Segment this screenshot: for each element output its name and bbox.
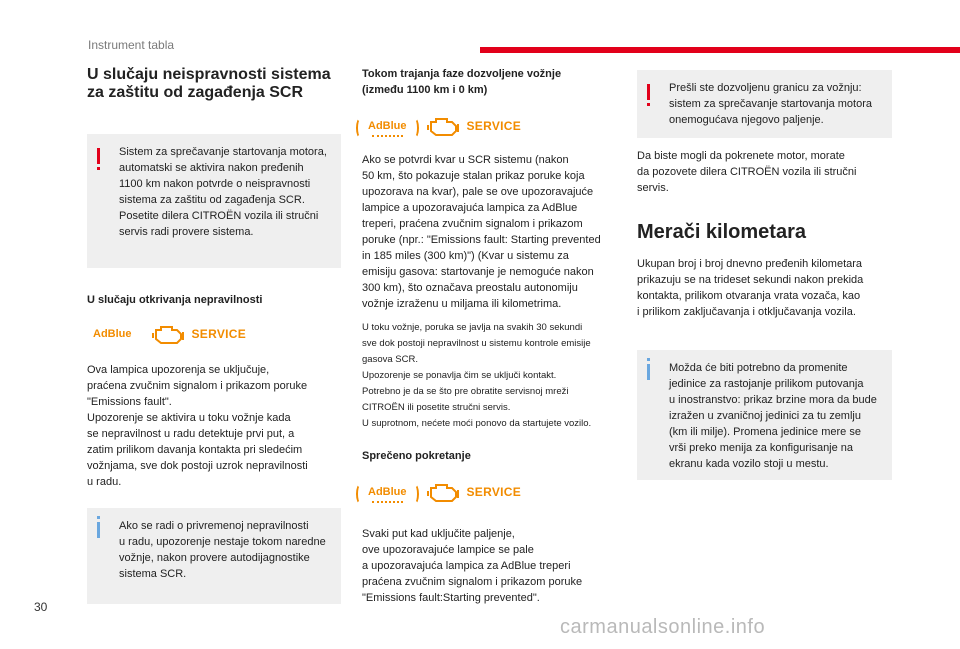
- warning-lamps-row: [87, 320, 341, 348]
- start-prevented-subheading: Sprečeno pokretanje: [362, 450, 471, 462]
- column-2: [362, 66, 618, 606]
- warning-text: Sistem za sprečavanje startovanja motora, automatski se aktivira nakon pređenih 1100 km nakon potvrde o neispravnosti sistema za zaštitu od zagađenja SCR. Posetite dilera CITROËN vozila ili stručni servis radi provere sistema.: [119, 146, 327, 238]
- column-3: [637, 66, 892, 480]
- warning-icon: [97, 148, 100, 164]
- watermark: carmanualsonline.info: [560, 616, 766, 638]
- odometer-body: Ukupan broj i broj dnevno pređenih kilometara prikazuju se na trideset sekundi nakon prekida kontakta, prilikom otvaranja vrata vozača, kao i prilikom zaključavanja i otključavanja vozila.: [637, 258, 864, 318]
- allowed-driving-heading: Tokom trajanja faze dozvoljene vožnje (između 1100 km i 0 km): [362, 68, 562, 96]
- service-icon: SERVICE: [191, 327, 247, 341]
- warning-box: [87, 134, 341, 268]
- heading-line: za zaštitu od zagađenja SCR: [87, 84, 304, 101]
- fault-detected-subheading: U slučaju otkrivanja nepravilnosti: [87, 294, 263, 306]
- service-icon: SERVICE: [466, 119, 522, 133]
- adblue-flashing-icon: AdBlue: [362, 115, 413, 137]
- start-engine-text: Da biste mogli da pokrenete motor, morate da pozovete dilera CITROËN vozila ili stručni servis.: [637, 150, 857, 194]
- heading-line: U slučaju neispravnosti sistema: [87, 66, 331, 83]
- engine-icon: [427, 114, 461, 138]
- info-text: Ako se radi o privremenoj nepravilnosti u radu, upozorenje nestaje tokom naredne vožnje, nakon provere autodijagnostike sistema SCR.: [119, 520, 326, 580]
- info-box: [637, 350, 892, 480]
- allowed-driving-note: U toku vožnje, poruka se javlja na svakih 30 sekundi sve dok postoji nepravilnost u sistemu kontrole emisije gasova SCR. Upozorenje se ponavlja čim se uključi kontakt. Potrebno je da se što pre obratite servisnoj mreži CITROËN ili posetite stručni servis. U suprotnom, nećete moći ponovo da startujete vozilo.: [362, 322, 592, 429]
- info-box: [87, 508, 341, 604]
- warning-lamps-row: [362, 112, 618, 140]
- scr-fault-heading: [87, 66, 341, 102]
- warning-icon: [647, 84, 650, 100]
- odometer-heading: Merači kilometara: [637, 221, 806, 243]
- fault-body-text: Ova lampica upozorenja se uključuje, praćena zvučnim signalom i prikazom poruke "Emissions fault". Upozorenje se aktivira u toku vožnje kada se nepravilnost u radu detektuje prvi put, a zatim prilikom davanja kontakta pri sledećim vožnjama, sve dok postoji uzrok nepravilnosti u radu.: [87, 364, 308, 488]
- allowed-driving-body: Ako se potvrdi kvar u SCR sistemu (nakon 50 km, što pokazuje stalan prikaz poruke koja upozorava na kvar), pale se ove upozoravajuće lampice a upozoravajuća lampica za AdBlue treperi, praćena zvučnim signalom i prikazom poruke (npr.: "Emissions fault: Starting prevented in 185 miles (300 km)") (Kvar u sistemu za emisiju gasova: startovanje je nemoguće nakon 300 km), što označava preostalu autonomiju vožnje izraženu u miljama ili kilometrima.: [362, 154, 601, 310]
- info-icon: [647, 364, 650, 380]
- warning-box: [637, 70, 892, 138]
- adblue-flashing-icon: AdBlue: [362, 481, 413, 503]
- header-accent-bar: [480, 47, 960, 53]
- section-label: Instrument tabla: [88, 38, 175, 52]
- warning-lamps-row: [362, 478, 618, 506]
- start-prevented-body: Svaki put kad uključite paljenje, ove upozoravajuće lampice se pale a upozoravajuća lampica za AdBlue treperi praćena zvučnim signalom i prikazom poruke "Emissions fault:Starting prevented".: [362, 528, 583, 604]
- warning-text: Prešli ste dozvoljenu granicu za vožnju: sistem za sprečavanje startovanja motora onemogućava njegovo paljenje.: [669, 82, 872, 126]
- engine-icon: [427, 480, 461, 504]
- adblue-icon: AdBlue: [93, 328, 132, 340]
- service-icon: SERVICE: [466, 485, 522, 499]
- info-text: Možda će biti potrebno da promenite jedinice za rastojanje prilikom putovanja u inostranstvo: prikaz brzine mora da bude izražen u zvaničnoj jedinici za tu zemlju (km ili milje). Promena jedinice mere se vrši preko menija za konfigurisanje na ekranu kada vozilo stoji u mestu.: [669, 362, 877, 470]
- engine-icon: [152, 322, 186, 346]
- page-number: 30: [34, 600, 48, 614]
- column-1: [87, 66, 341, 604]
- info-icon: [97, 522, 100, 538]
